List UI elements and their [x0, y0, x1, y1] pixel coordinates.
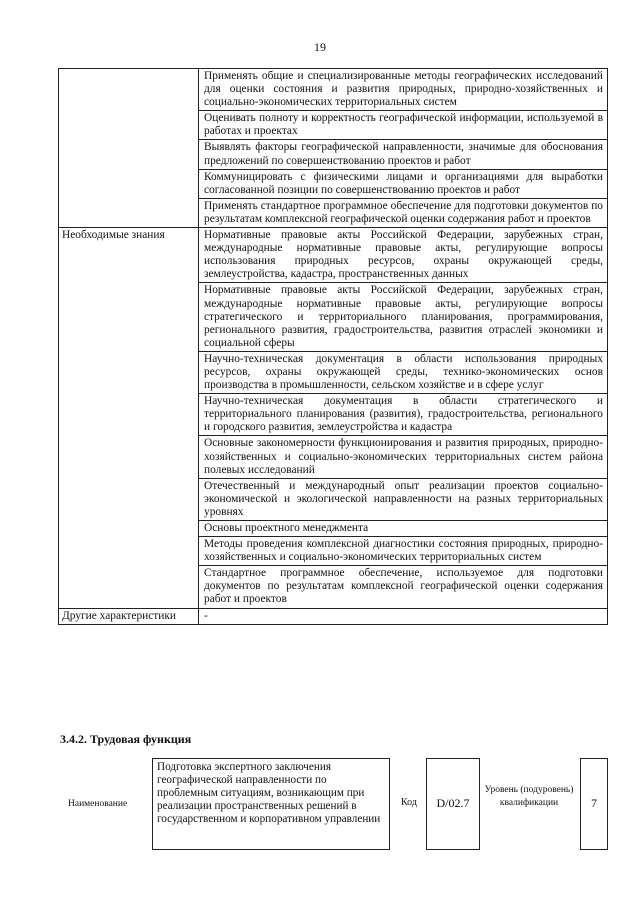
knowledge-item: Стандартное программное обеспечение, используемое для подготовки документов по результатам комплексной географической оценки содержания работ и проектов [199, 566, 608, 608]
labor-function-name: Подготовка экспертного заключения географической направленности по проблемным ситуациям, возникающим при реализации пространственных решений в государственном и корпоративном управлении [152, 758, 390, 850]
table-row [59, 608, 608, 624]
section-heading: 3.4.2. Трудовая функция [60, 732, 192, 746]
knowledge-item: Нормативные правовые акты Российской Федерации, зарубежных стран, международные нормативные правовые акты, регулирующие вопросы стратегического и территориального планирования, программирования, регионального развития, градостроительства, развития отраслей экономики и социальной сферы [199, 283, 608, 351]
knowledge-item: Отечественный и международный опыт реализации проектов социально-экономической и экологической направленности на разных территориальных уровнях [199, 478, 608, 520]
skill-item: Выявлять факторы географической направленности, значимые для обоснования предложений по совершенствованию проектов и работ [199, 140, 608, 169]
qualification-level-label: Уровень (подуровень) квалификации [484, 785, 574, 808]
skill-item: Коммуницировать с физическими лицами и организациями для выработки согласованной позиции по совершенствованию проектов и работ [199, 169, 608, 198]
labor-function-code-label: Код [401, 797, 417, 808]
competency-table [58, 68, 608, 625]
knowledge-item: Научно-техническая документация в области стратегического и территориального планирования (развития), градостроительства, регионального и городского развития, землеустройства и кадастра [199, 394, 608, 436]
knowledge-label: Необходимые знания [59, 228, 199, 609]
knowledge-item: Методы проведения комплексной диагностики состояния природных, природно-хозяйственных и социально-экономических территориальных систем [199, 537, 608, 566]
labor-function-name-label: Наименование [68, 799, 128, 809]
table-row [59, 228, 608, 283]
other-characteristics-value: - [199, 608, 608, 624]
knowledge-item: Научно-техническая документация в области использования природных ресурсов, охраны окружающей среды, технико-экономических основ производства в промышленности, сельском хозяйстве и в сфере услуг [199, 351, 608, 393]
skill-item: Оценивать полноту и корректность географической информации, используемой в работах и проектах [199, 111, 608, 140]
knowledge-item: Нормативные правовые акты Российской Федерации, зарубежных стран, международные нормативные правовые акты, регулирующие вопросы использования природных ресурсов, охраны окружающей среды, землеустройства, кадастра, пространственных данных [199, 228, 608, 283]
other-characteristics-label: Другие характеристики [59, 608, 199, 624]
knowledge-item: Основы проектного менеджмента [199, 521, 608, 537]
page-number: 19 [314, 40, 326, 54]
knowledge-item: Основные закономерности функционирования и развития природных, природно-хозяйственных и социально-экономических территориальных систем района полевых исследований [199, 436, 608, 478]
table-row [59, 69, 608, 111]
skill-item: Применять общие и специализированные методы географических исследований для оценки состояния и развития природных, природно-хозяйственных и социально-экономических территориальных систем [199, 69, 608, 111]
skills-label-cell [59, 69, 199, 228]
qualification-level: 7 [580, 758, 608, 850]
skill-item: Применять стандартное программное обеспечение для подготовки документов по результатам комплексной географической оценки содержания работ и проектов [199, 198, 608, 227]
labor-function-code: D/02.7 [426, 758, 480, 850]
